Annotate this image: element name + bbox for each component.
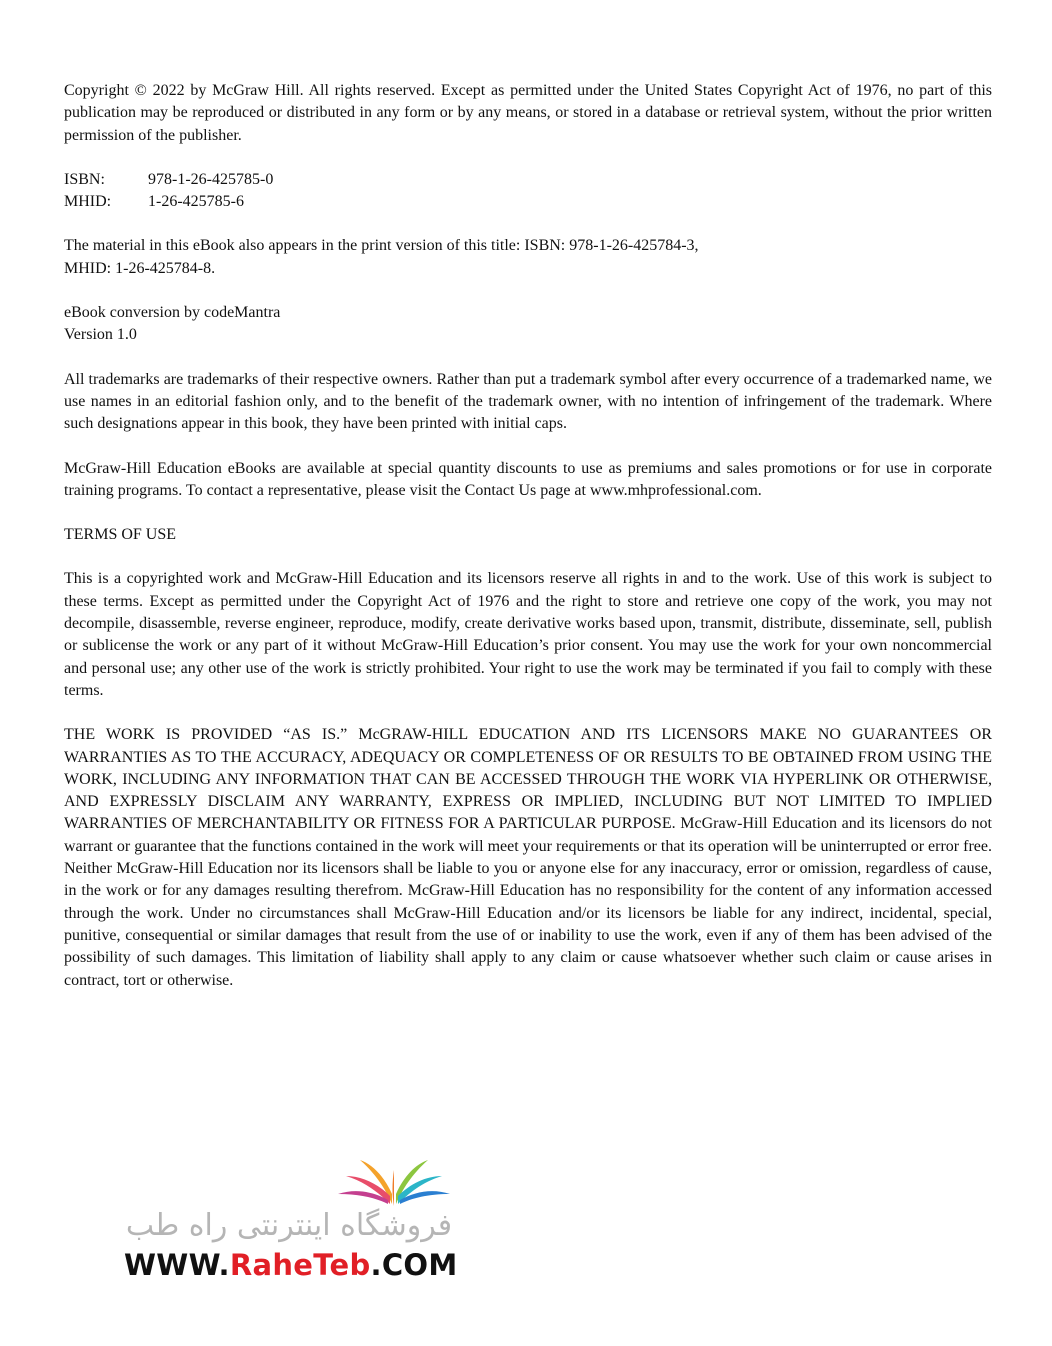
isbn-value: 978-1-26-425785-0 <box>148 170 274 188</box>
terms-body: This is a copyrighted work and McGraw-Hill Education and its licensors reserve all rights in and to the work. Use of this work is subject to these terms. Except as permitted under the Copyright Act of 1976 and the right to store and retrieve one copy of the work, you may not decompile, disassemble, reverse engineer, reproduce, modify, create derivative works based upon, transmit, distribute, disseminate, sell, publish or sublicense the work or any part of it without McGraw-Hill Education’s prior consent. You may use the work for your own noncommercial and personal use; any other use of the work is strictly prohibited. Your right to use the work may be terminated if you fail to comply with these terms. <box>64 570 992 699</box>
terms-heading: TERMS OF USE <box>64 526 177 544</box>
disclaimer-paragraph: THE WORK IS PROVIDED “AS IS.” McGRAW-HILL EDUCATION AND ITS LICENSORS MAKE NO GUARANTEES OR WARRANTIES AS TO THE ACCURACY, ADEQUACY OR COMPLETENESS OF OR RESULTS TO BE OBTAINED FROM USING THE WORK, INCLUDING ANY INFORMATION THAT CAN BE ACCESSED THROUGH THE WORK VIA HYPERLINK OR OTHERWISE, AND EXPRESSLY DISCLAIM ANY WARRANTY, EXPRESS OR IMPLIED, INCLUDING BUT NOT LIMITED TO IMPLIED WARRANTIES OF MERCHANTABILITY OR FITNESS FOR A PARTICULAR PURPOSE. McGraw-Hill Education and its licensors do not warrant or guarantee that the functions contained in the work will meet your requirements or that its operation will be uninterrupted or error free. Neither McGraw-Hill Education nor its licensors shall be liable to you or anyone else for any inaccuracy, error or omission, regardless of cause, in the work or for any damages resulting therefrom. McGraw-Hill Education has no responsibility for the content of any information accessed through the work. Under no circumstances shall McGraw-Hill Education and/or its licensors be liable for any indirect, incidental, special, punitive, consequential or similar damages that result from the use of or inability to use the work, even if any of them has been advised of the possibility of such damages. This limitation of liability shall apply to any claim or cause whatsoever whether such claim or cause arises in contract, tort or otherwise. <box>64 726 992 989</box>
print-version-line-1: The material in this eBook also appears in the print version of this title: ISBN: 978-1-26-425784-3, <box>64 237 699 255</box>
mhid-line <box>64 191 992 213</box>
watermark-url-brand: RaheTeb <box>229 1248 371 1282</box>
rahteb-watermark <box>124 1150 458 1285</box>
identifiers <box>64 169 992 214</box>
watermark-url-prefix: WWW. <box>124 1248 230 1282</box>
mhid-value: 1-26-425785-6 <box>148 193 244 211</box>
watermark-url <box>124 1248 458 1282</box>
watermark-persian-text: فروشگاه اینترنتی راه طب <box>125 1208 453 1243</box>
copyright-notice: Copyright © 2022 by McGraw Hill. All rights reserved. Except as permitted under the United States Copyright Act of 1976, no part of this publication may be reproduced or distributed in any form or by any means, or stored in a database or retrieval system, without the prior written permission of the publisher. <box>64 82 992 144</box>
conversion-line-1: eBook conversion by codeMantra <box>64 304 281 322</box>
conversion-note <box>64 302 992 347</box>
isbn-label: ISBN: <box>64 170 105 188</box>
print-version-note <box>64 235 992 280</box>
discounts-paragraph: McGraw-Hill Education eBooks are available at special quantity discounts to use as premiums and sales promotions or for use in corporate training programs. To contact a representative, please visit the Contact Us page at www.mhprofessional.com. <box>64 459 992 499</box>
trademarks-paragraph: All trademarks are trademarks of their respective owners. Rather than put a trademark symbol after every occurrence of a trademarked name, we use names in an editorial fashion only, and to the benefit of the trademark owner, with no intention of infringement of the trademark. Where such designations appear in this book, they have been printed with initial caps. <box>64 370 992 433</box>
print-version-line-2: MHID: 1-26-425784-8. <box>64 259 216 277</box>
watermark-url-suffix: .COM <box>370 1248 458 1282</box>
open-book-rainbow-icon <box>332 1150 456 1206</box>
mhid-label: MHID: <box>64 193 112 211</box>
conversion-line-2: Version 1.0 <box>64 326 137 344</box>
copyright-page <box>64 80 992 992</box>
isbn-line <box>64 169 992 191</box>
